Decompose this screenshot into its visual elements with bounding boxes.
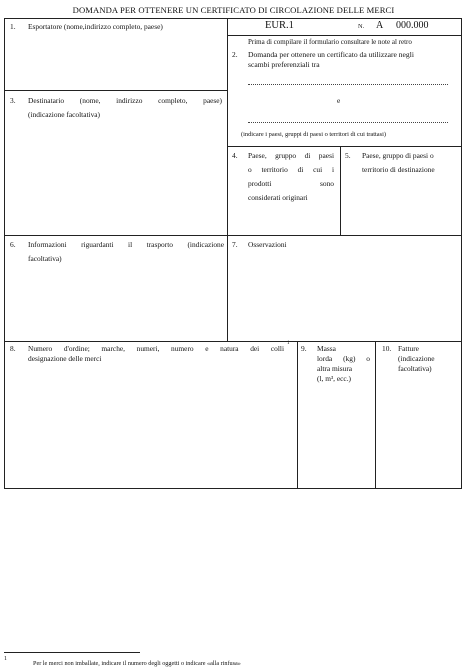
countries-from-field[interactable] [248, 84, 448, 85]
box3-word: (nome, [79, 96, 101, 105]
box6-line2: facoltativa) [28, 254, 62, 263]
box3-word: indirizzo [116, 96, 143, 105]
box1-number: 1. [10, 22, 16, 31]
countries-to-field[interactable] [248, 122, 448, 123]
box9-line: (l, m³, ecc.) [317, 374, 352, 383]
box7-number: 7. [232, 240, 238, 249]
box4-line: prodotti sono [248, 179, 334, 188]
box9-line: altra misura [317, 364, 353, 373]
footnote-ref: 1 [287, 341, 290, 346]
box9-line: lorda (kg) o [317, 354, 370, 363]
box5-line1: Paese, gruppo di paesi o [362, 151, 434, 160]
box2-number: 2. [232, 50, 238, 59]
box2-countries-note: (indicare i paesi, gruppi di paesi o territori di cui trattasi) [241, 131, 386, 138]
invoices-field[interactable] [376, 378, 461, 488]
number-label: N. [358, 23, 365, 30]
box10-line: Fatture [398, 344, 419, 353]
exporter-field[interactable] [5, 34, 226, 89]
box10-line: (indicazione [398, 354, 435, 363]
box1-label: Esportatore (nome,indirizzo completo, paese) [28, 22, 163, 31]
footnote-mark: 1 [4, 656, 7, 662]
box6-line1: Informazioni riguardanti il trasporto (indicazione [28, 240, 224, 249]
box4-line: o territorio di cui i [248, 165, 334, 174]
footnote-text: Per le merci non imballate, indicare il numero degli oggetti o indicare «alla rinfusa» [33, 660, 241, 667]
box4-line: considerati originari [248, 193, 308, 202]
footnote-rule [4, 652, 140, 653]
box8-line1: Numero d'ordine; marche, numeri, numero e natura dei colli [28, 344, 284, 353]
box3-line1 [28, 94, 222, 107]
box10-number: 10. [382, 344, 392, 353]
series-letter: A [376, 20, 384, 31]
box3-line2: (indicazione facoltativa) [28, 110, 101, 119]
consult-notes-text: Prima di compilare il formulario consultare le note al retro [248, 38, 412, 46]
box9-number: 9. [301, 344, 307, 353]
box3-word: paese) [203, 96, 222, 105]
box2-conjunction: e [337, 96, 341, 105]
box2-line1: Domanda per ottenere un certificato da utilizzare negli [248, 50, 414, 59]
box5-number: 5. [345, 151, 351, 160]
goods-description-field[interactable] [5, 368, 296, 488]
gross-mass-field[interactable] [298, 388, 374, 488]
box3-word: completo, [158, 96, 188, 105]
box3-number: 3. [10, 96, 16, 105]
box5-line2: territorio di destinazione [362, 165, 435, 174]
box4-line: Paese, gruppo di paesi [248, 151, 334, 160]
box2-line2: scambi preferenziali tra [248, 60, 320, 69]
form-title: DOMANDA PER OTTENERE UN CERTIFICATO DI CIRCOLAZIONE DELLE MERCI [72, 5, 395, 15]
box3-word: Destinatario [28, 96, 65, 105]
certificate-number: 000.000 [396, 20, 429, 31]
box8-number: 8. [10, 344, 16, 353]
eur1-label: EUR.1 [265, 20, 294, 31]
transport-field[interactable] [5, 268, 226, 340]
box6-number: 6. [10, 240, 16, 249]
consignee-field[interactable] [5, 124, 226, 234]
remarks-field[interactable] [228, 254, 461, 340]
box8-line2: designazione delle merci [28, 354, 102, 363]
box7-label: Osservazioni [248, 240, 287, 249]
box9-line: Massa [317, 344, 336, 353]
box4-number: 4. [232, 151, 238, 160]
box10-line: facoltativa) [398, 364, 432, 373]
